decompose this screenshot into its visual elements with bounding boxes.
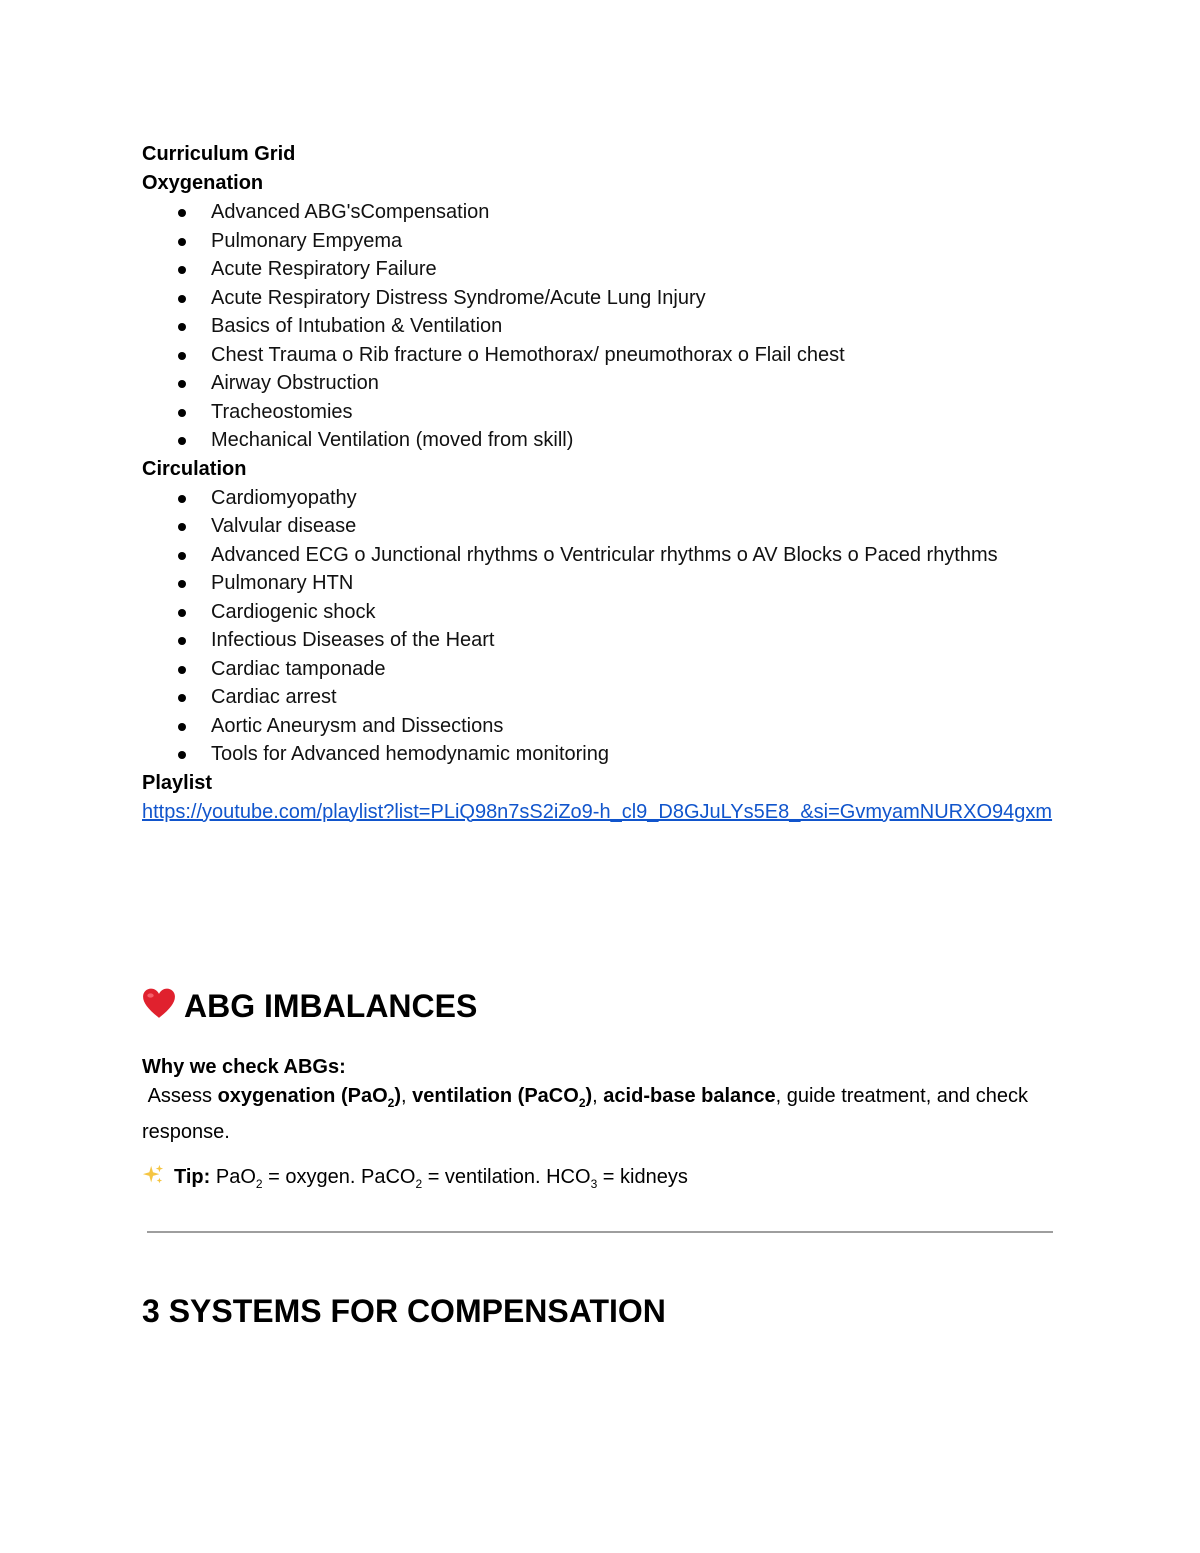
tip-hco-rest: = kidneys xyxy=(597,1166,688,1188)
circulation-item: Cardiac tamponade xyxy=(142,655,1062,684)
circulation-item: Tools for Advanced hemodynamic monitoring xyxy=(142,740,1062,769)
circulation-item: Valvular disease xyxy=(142,512,1062,541)
oxygenation-list xyxy=(142,198,1062,455)
oxygenation-item: Airway Obstruction xyxy=(142,369,1062,398)
sub-2: 2 xyxy=(578,1096,586,1110)
oxygenation-term: oxygenation (PaO xyxy=(217,1085,388,1107)
circulation-heading: Circulation xyxy=(142,457,247,480)
comma: , xyxy=(592,1085,598,1107)
horizontal-divider xyxy=(147,1231,1053,1233)
oxygenation-item: Pulmonary Empyema xyxy=(142,227,1062,256)
sub-2: 2 xyxy=(255,1177,263,1191)
oxygenation-item: Chest Trauma o Rib fracture o Hemothorax/ pneumothorax o Flail chest xyxy=(142,341,1062,370)
curriculum-grid xyxy=(142,140,1062,827)
tip-label: Tip: xyxy=(174,1166,211,1188)
circulation-item: Cardiomyopathy xyxy=(142,484,1062,513)
ventilation-term: ventilation (PaCO xyxy=(412,1085,579,1107)
tip-paco-rest: = ventilation. HCO xyxy=(422,1166,591,1188)
oxygenation-heading: Oxygenation xyxy=(142,172,264,194)
comma: , xyxy=(400,1085,407,1107)
paren: ) xyxy=(394,1085,401,1107)
playlist-heading: Playlist xyxy=(142,771,213,794)
circulation-item: Cardiogenic shock xyxy=(142,598,1062,627)
abg-title: ABG IMBALANCES xyxy=(184,988,478,1024)
grid-title: Curriculum Grid xyxy=(142,143,296,165)
circulation-item: Cardiac arrest xyxy=(142,683,1062,712)
oxygenation-item: Acute Respiratory Failure xyxy=(142,255,1062,284)
oxygenation-item: Mechanical Ventilation (moved from skill) xyxy=(142,426,1062,455)
paren: ) xyxy=(585,1085,593,1107)
circulation-item: Infectious Diseases of the Heart xyxy=(142,626,1062,655)
why-heading: Why we check ABGs: xyxy=(142,1056,346,1078)
heart-icon xyxy=(142,987,176,1021)
tip-line xyxy=(142,1163,1042,1199)
assess-rest: , guide treatment, and check response. xyxy=(142,1085,1028,1143)
assess-word: Assess xyxy=(147,1085,213,1107)
oxygenation-item: Basics of Intubation & Ventilation xyxy=(142,312,1062,341)
circulation-list xyxy=(142,484,1062,769)
assess-paragraph xyxy=(142,1082,1042,1147)
tip-pao-rest: = oxygen. PaCO xyxy=(262,1166,416,1188)
sub-3: 3 xyxy=(590,1177,598,1191)
oxygenation-item: Tracheostomies xyxy=(142,398,1062,427)
tip-pao: PaO xyxy=(215,1166,256,1188)
circulation-item: Pulmonary HTN xyxy=(142,569,1062,598)
oxygenation-item: Acute Respiratory Distress Syndrome/Acute Lung Injury xyxy=(142,284,1062,313)
acid-base-term: acid-base balance xyxy=(603,1085,776,1107)
abg-title-heading xyxy=(142,986,477,1026)
sub-2: 2 xyxy=(387,1096,395,1110)
compensation-title: 3 SYSTEMS FOR COMPENSATION xyxy=(142,1293,666,1329)
sparkle-icon xyxy=(142,1164,164,1186)
oxygenation-item: Advanced ABG'sCompensation xyxy=(142,198,1062,227)
circulation-item: Advanced ECG o Junctional rhythms o Ventricular rhythms o AV Blocks o Paced rhythms xyxy=(142,541,1062,570)
sub-2: 2 xyxy=(415,1177,423,1191)
playlist-link[interactable]: https://youtube.com/playlist?list=PLiQ98n7sS2iZo9-h_cl9_D8GJuLYs5E8_&si=GvmyamNURXO94gxm xyxy=(142,800,1053,823)
circulation-item: Aortic Aneurysm and Dissections xyxy=(142,712,1062,741)
